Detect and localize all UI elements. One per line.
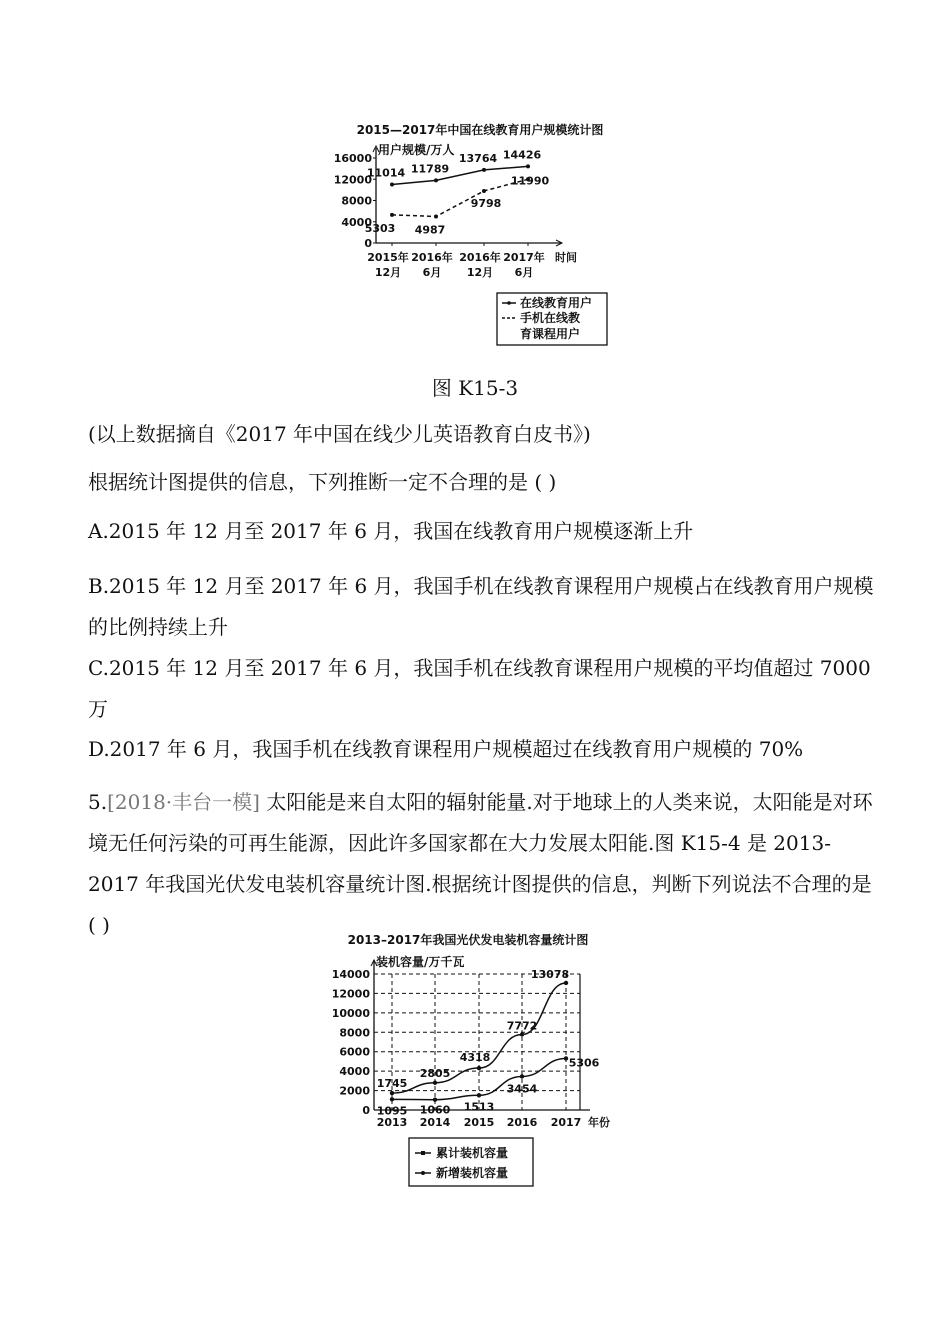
data-point <box>433 1098 437 1102</box>
legend-solid-point <box>507 301 511 305</box>
y-axis-label: 装机容量/万千瓦 <box>376 955 465 969</box>
data-label: 7772 <box>506 1019 538 1033</box>
data-point <box>520 1032 524 1036</box>
solar-capacity-chart <box>318 928 630 1190</box>
legend-label: 育课程用户 <box>520 327 581 341</box>
y-tick-label: 12000 <box>331 987 370 1001</box>
source-note: (以上数据摘自《2017 年中国在线少儿英语教育白皮书》) <box>88 422 591 446</box>
online-education-chart <box>330 118 630 350</box>
online-education-chart-svg <box>330 118 630 350</box>
question-text: 根据统计图提供的信息，下列推断一定不合理的是 ( ) <box>88 470 557 494</box>
legend-label: 手机在线教 <box>520 311 581 325</box>
data-point <box>390 1091 394 1095</box>
series-line-1 <box>392 179 528 216</box>
option-d: D.2017 年 6 月，我国手机在线教育课程用户规模超过在线教育用户规模的 70% <box>88 737 804 761</box>
data-label: 1745 <box>376 1077 408 1091</box>
data-point <box>434 215 438 219</box>
figure-caption: 图 K15-3 <box>431 376 519 400</box>
data-label: 4987 <box>414 223 446 237</box>
data-label: 11014 <box>366 166 406 180</box>
x-tick-label: 2014 <box>419 1116 451 1129</box>
y-tick-label: 0 <box>364 237 372 250</box>
data-point <box>477 1093 481 1097</box>
data-point <box>390 1097 394 1101</box>
x-tick-label-month: 6月 <box>422 266 442 279</box>
q5-source: [2018·丰台一模] <box>107 790 260 814</box>
y-tick-label: 16000 <box>333 152 372 165</box>
y-tick-label: 2000 <box>339 1084 370 1098</box>
chart-title: 2013–2017年我国光伏发电装机容量统计图 <box>347 933 589 947</box>
data-label: 11990 <box>510 174 550 188</box>
data-point <box>477 1066 481 1070</box>
y-axis-label: 用户规模/万人 <box>378 143 455 157</box>
y-tick-label: 10000 <box>331 1006 370 1020</box>
x-tick-label-year: 2017年 <box>503 251 545 264</box>
x-axis-label: 时间 <box>555 251 577 264</box>
data-label: 1095 <box>376 1104 408 1118</box>
x-tick-label-year: 2016年 <box>411 251 453 264</box>
data-label: 1513 <box>463 1100 495 1114</box>
y-tick-label: 4000 <box>341 215 372 229</box>
y-tick-label: 12000 <box>333 173 372 187</box>
data-point <box>482 189 486 193</box>
legend-label: 新增装机容量 <box>436 1166 509 1180</box>
data-label: 4318 <box>459 1051 491 1065</box>
data-point <box>390 182 394 186</box>
data-point <box>390 213 394 217</box>
x-tick-label: 2017 <box>550 1116 582 1129</box>
y-tick-label: 8000 <box>339 1026 370 1040</box>
data-point <box>433 1081 437 1085</box>
data-point <box>526 164 530 168</box>
data-point <box>520 1074 524 1078</box>
data-label: 13764 <box>458 151 498 165</box>
data-label: 14426 <box>502 148 542 162</box>
y-tick-label: 0 <box>362 1104 370 1117</box>
legend-label: 在线教育用户 <box>520 296 593 310</box>
y-tick-label: 14000 <box>331 968 370 981</box>
y-tick-label: 4000 <box>339 1065 370 1079</box>
x-axis-label: 年份 <box>588 1116 610 1129</box>
data-label: 2805 <box>419 1066 451 1080</box>
option-b: B.2015 年 12 月至 2017 年 6 月，我国手机在线教育课程用户规模占在线教育用户规模的比例持续上升 <box>88 574 874 639</box>
x-tick-label: 2015 <box>463 1116 495 1129</box>
y-tick-label: 8000 <box>341 194 372 208</box>
data-label: 11789 <box>410 162 450 176</box>
solar-capacity-chart-svg <box>318 928 630 1190</box>
legend-marker-new <box>421 1171 425 1175</box>
data-label: 3454 <box>506 1082 538 1096</box>
question-5 <box>88 782 878 946</box>
data-point <box>564 1056 568 1060</box>
data-point <box>434 178 438 182</box>
data-label: 5303 <box>364 221 396 235</box>
data-label: 13078 <box>530 967 570 981</box>
x-tick-label-month: 12月 <box>374 266 402 279</box>
x-tick-label-month: 12月 <box>466 266 494 279</box>
legend-label: 累计装机容量 <box>436 1146 509 1160</box>
x-tick-label-month: 6月 <box>514 266 534 279</box>
x-tick-label: 2013 <box>376 1116 408 1129</box>
legend-marker-cumulative <box>421 1151 425 1155</box>
x-tick-label-year: 2015年 <box>367 251 409 264</box>
q5-number: 5. <box>88 790 108 814</box>
option-c: C.2015 年 12 月至 2017 年 6 月，我国手机在线教育课程用户规模的平均值超过 7000 万 <box>88 656 871 721</box>
data-label: 5306 <box>568 1056 600 1070</box>
data-label: 1060 <box>419 1103 451 1117</box>
option-a: A.2015 年 12 月至 2017 年 6 月，我国在线教育用户规模逐渐上升 <box>88 519 694 543</box>
x-tick-label-year: 2016年 <box>459 251 501 264</box>
chart-title: 2015—2017年中国在线教育用户规模统计图 <box>356 123 604 137</box>
data-label: 9798 <box>470 196 502 210</box>
x-tick-label: 2016 <box>506 1116 538 1129</box>
y-tick-label: 6000 <box>339 1045 370 1059</box>
data-point <box>564 981 568 985</box>
data-point <box>482 168 486 172</box>
q5-text: 太阳能是来自太阳的辐射能量.对于地球上的人类来说，太阳能是对环境无任何污染的可再生能源，因此许多国家都在大力发展太阳能.图 K15-4 是 2013-2017 年我国光伏发电装机容量统计图.根据统计图提供的信息，判断下列说法不合理的是 ( ) <box>88 790 873 937</box>
